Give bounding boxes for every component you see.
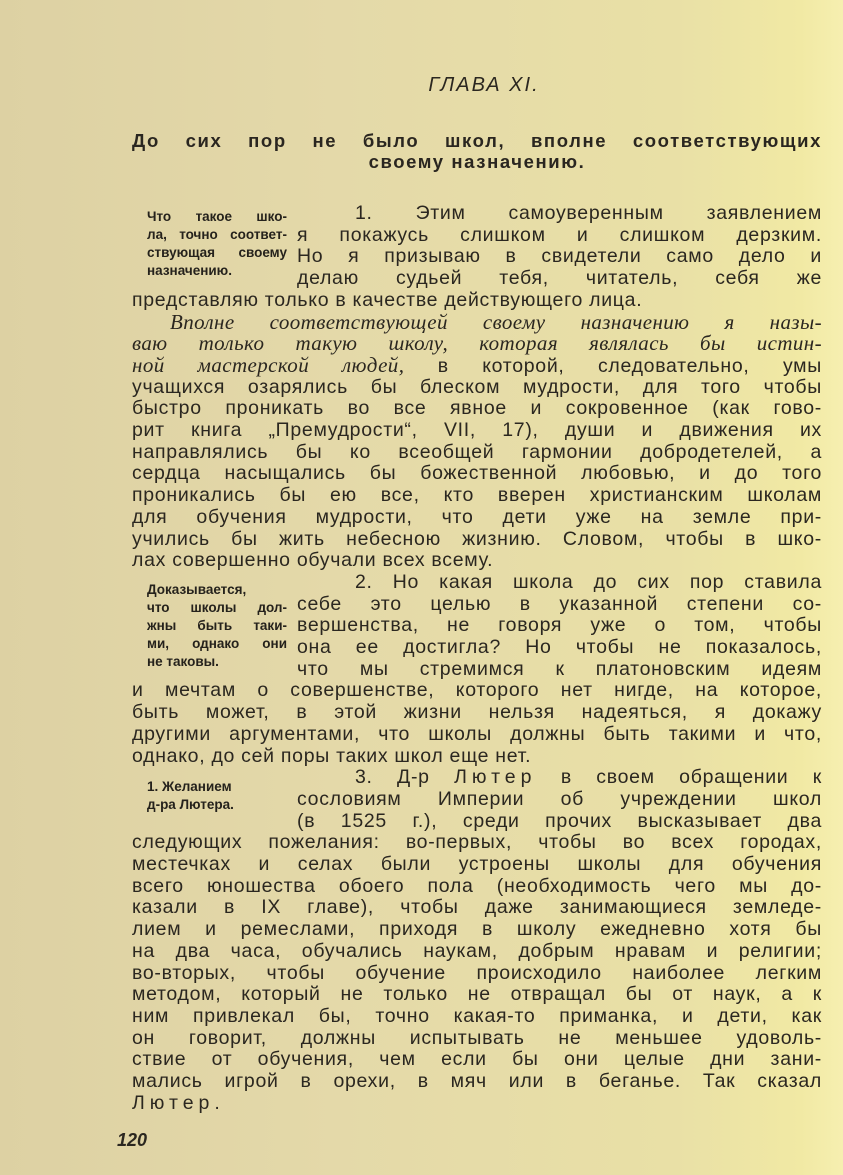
side-note <box>147 778 287 814</box>
text-line: направлялись бы ко всеобщей гармонии добродетелей, а <box>132 440 822 463</box>
side-note-line: не таковы. <box>147 654 219 669</box>
text-line: мались игрой в орехи, в мяч или в беганье. Так сказал <box>132 1070 822 1092</box>
side-note-line: жны быть таки- <box>147 618 287 633</box>
text-line: быстро проникать во все явное и сокровенное (как гово- <box>132 397 822 420</box>
text-line: лием и ремеслами, приходя в школу ежедневно хотя бы <box>132 918 822 941</box>
italic-emphasis: Вполне соответствующей своему назначению я назы- <box>170 309 822 334</box>
side-note <box>147 208 287 280</box>
text-line: Но я призываю в свидетели само дело и <box>297 245 822 268</box>
text-line: для обучения мудрости, что дети уже на земле при- <box>132 505 822 528</box>
text-line: на два часа, обучались наукам, добрым нравам и религии; <box>132 939 822 962</box>
text-line: однако, до сей поры таких школ еще нет. <box>132 744 532 767</box>
side-note <box>147 581 287 671</box>
side-note-line: ствующая своему <box>147 245 287 260</box>
text-line: вершенства, не говоря уже о том, чтобы <box>297 614 822 637</box>
text-line <box>132 354 822 376</box>
text-line: делаю судьей тебя, читатель, себя же <box>297 267 822 290</box>
text-line: рит книга „Премудрости“, VII, 17), души и движения их <box>132 419 822 441</box>
chapter-heading-line-1: До сих пор не было школ, вполне соответствующих <box>132 130 822 151</box>
text-line: методом, который не только не отвращал бы от наук, а к <box>132 983 822 1006</box>
text-line: быть может, в этой жизни нельзя надеяться, я докажу <box>132 701 822 724</box>
text-line: что мы стремимся к платоновским идеям <box>297 657 822 680</box>
text-line: сословиям Империи об учреждении школ <box>297 787 822 810</box>
text-line: сердца насыщались бы божественной любовью, и до того <box>132 462 822 485</box>
text-line <box>132 1092 225 1114</box>
text-line: казали в IX главе), чтобы даже занимающиеся земледе- <box>132 896 822 919</box>
text-line: 1. Этим самоуверенным заявлением <box>355 202 822 224</box>
text-line: во-вторых, чтобы обучение происходило наиболее легким <box>132 961 822 984</box>
text-line: всего юношества обоего пола (необходимость чего мы до- <box>132 874 822 897</box>
text-line: (в 1525 г.), среди прочих высказывает два <box>297 809 822 832</box>
italic-emphasis: ваю только такую школу, которая являлась бы истин- <box>132 331 822 356</box>
text-line: следующих пожелания: во-первых, чтобы во всех городах, <box>132 831 822 854</box>
text-line: она ее достигла? Но чтобы не показалось, <box>297 636 822 658</box>
side-note-line: 1. Желанием <box>147 779 232 794</box>
spaced-emphasis: Лютер. <box>132 1091 225 1114</box>
text-span: в которой, следовательно, умы <box>404 354 822 377</box>
side-note-line: назначению. <box>147 263 232 278</box>
italic-emphasis: ной мастерской людей, <box>132 352 405 377</box>
text-line <box>132 332 822 354</box>
text-line: лах совершенно обучали всех всему. <box>132 549 494 572</box>
text-line: 2. Но какая школа до сих пор ставила <box>355 570 822 593</box>
text-line: ним привлекал бы, точно какая-то приманка, и дети, как <box>132 1004 822 1027</box>
text-line <box>170 311 822 333</box>
side-note-line: что школы дол- <box>147 600 287 615</box>
side-note-line: Что такое шко- <box>147 209 287 224</box>
side-note-line: д-ра Лютера. <box>147 797 234 812</box>
text-line: он говорит, должны испытывать не меньшее удоволь- <box>132 1026 822 1049</box>
text-line <box>355 766 822 788</box>
text-line: учились бы жить небесною жизнию. Словом, чтобы в шко- <box>132 527 822 550</box>
side-note-line: ла, точно соответ- <box>147 227 287 242</box>
text-line: и мечтам о совершенстве, которого нет нигде, на которое, <box>132 679 822 702</box>
page-number: 120 <box>117 1130 148 1150</box>
text-line: себе это целью в указанной степени со- <box>297 592 822 615</box>
text-line: представляю только в качестве действующего лица. <box>132 288 643 311</box>
text-span: в своем обращении к <box>536 766 823 789</box>
side-note-line: ми, однако они <box>147 636 287 651</box>
text-span: 3. Д-р <box>355 766 455 789</box>
chapter-heading-line-2: своему назначению. <box>368 151 586 172</box>
spaced-emphasis: Лютер <box>454 766 537 789</box>
text-line: другими аргументами, что школы должны быть такими и что, <box>132 722 822 745</box>
text-line: ствие от обучения, чем если бы они целые дни зани- <box>132 1048 822 1071</box>
text-line: проникались бы ею все, кто вверен христианским школам <box>132 484 822 507</box>
chapter-title: ГЛАВА XI. <box>428 74 540 96</box>
text-line: учащихся озарялись бы блеском мудрости, для того чтобы <box>132 375 822 398</box>
text-line: местечках и селах были устроены школы для обучения <box>132 853 822 875</box>
side-note-line: Доказывается, <box>147 582 247 597</box>
text-line: я покажусь слишком и слишком дерзким. <box>297 223 822 246</box>
